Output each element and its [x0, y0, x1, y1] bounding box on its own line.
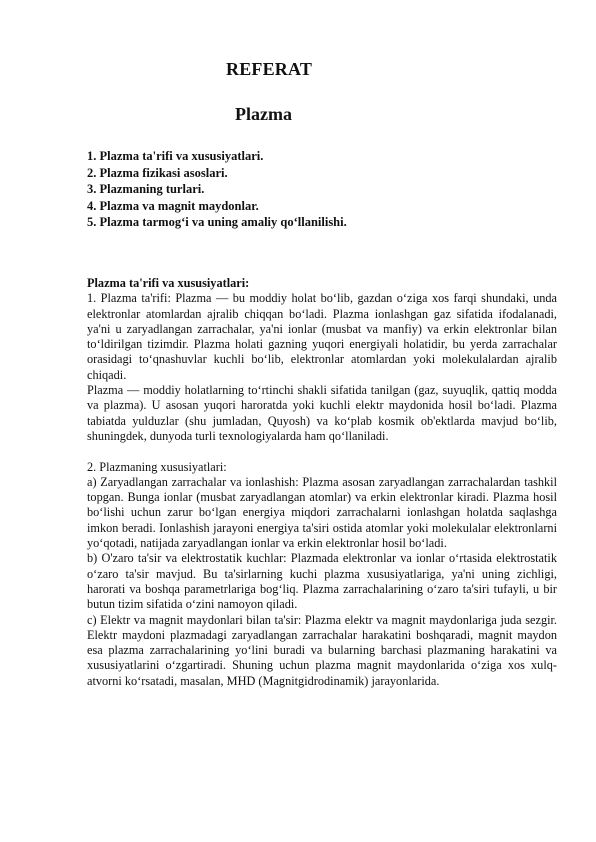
toc-item: 1. Plazma ta'rifi va xususiyatlari. — [87, 149, 264, 163]
paragraph: b) O'zaro ta'sir va elektrostatik kuchlar: Plazmada elektronlar va ionlar o‘rtasida elektrostatik o‘zaro ta'sir mavjud. Bu ta'sirlarning kuchi plazma xususiyatlariga, ya'ni uning zichligi, harorati va boshqa parametrlariga bog‘liq. Plazma zarrachalarining o‘zaro ta'siri tufayli, u bir butun tizim sifatida o‘zini namoyon qiladi. — [87, 551, 557, 612]
paragraph: Plazma — moddiy holatlarning to‘rtinchi shakli sifatida tanilgan (gaz, suyuqlik, qattiq modda va plazma). U asosan yuqori haroratda yoki kuchli elektr maydonida hosil bo‘ladi. Plazma tabiatda yulduzlar (shu jumladan, Quyosh) va ko‘plab kosmik ob'ektlarda mavjud bo‘lib, shuningdek, dunyoda turli texnologiyalarda ham qo‘llaniladi. — [87, 383, 557, 443]
paragraph-spacer — [87, 444, 557, 459]
document-body — [87, 276, 557, 689]
document-title: REFERAT — [226, 59, 313, 79]
section-heading: Plazma ta'rifi va xususiyatlari: — [87, 276, 250, 290]
toc-item: 2. Plazma fizikasi asoslari. — [87, 165, 228, 180]
paragraph: a) Zaryadlangan zarrachalar va ionlashish: Plazma asosan zaryadlangan zarrachalardan tashkil topgan. Bunga ionlar (musbat zaryadlangan atomlar) va erkin elektronlar kiradi. Plazma hosil bo‘lishi uchun zarur bo‘lgan energiya miqdori zarrachalarni ionlashgan holatda saqlashga imkon beradi. Ionlashish jarayoni energiya ta'siri ostida atomlar yoki molekulalar elektronlarni yo‘qotadi, natijada zaryadlangan ionlar va erkin elektronlar hosil bo‘ladi. — [87, 474, 557, 551]
paragraph: 1. Plazma ta'rifi: Plazma — bu moddiy holat bo‘lib, gazdan o‘ziga xos farqi shundaki, unda elektronlar atomlardan ajralib chiqqan bo‘ladi. Plazma ionlashgan gaz sifatida ifodalanadi, ya'ni u zaryadlangan zarrachalar, ya'ni ionlar (musbat va manfiy) va erkin elektronlar bilan to‘ldirilgan tizimdir. Plazma holati gazning yuqori energiyali holatidir, bu yerda zarrachalar orasidagi to‘qnashuvlar kuchli bo‘lib, elektronlar atomlardan yoki molekulalardan ajralib chiqadi. — [87, 291, 557, 382]
table-of-contents — [87, 148, 567, 231]
toc-item: 5. Plazma tarmog‘i va uning amaliy qo‘llanilishi. — [87, 215, 347, 229]
section-heading: 2. Plazmaning xususiyatlari: — [87, 459, 227, 474]
toc-item: 3. Plazmaning turlari. — [87, 182, 205, 196]
toc-item: 4. Plazma va magnit maydonlar. — [87, 198, 259, 213]
paragraph: c) Elektr va magnit maydonlari bilan ta'sir: Plazma elektr va magnit maydonlariga juda sezgir. Elektr maydoni plazmadagi zaryadlangan zarrachalar harakatini boshqaradi, magnit maydon esa plazma zarrachalarining yo‘lini buradi va bularning barchasi plazmaning harakatini va xususiyatlarini o‘zgartiradi. Shuning uchun plazma magnit maydonlarida o‘ziga xos xulq-atvorni ko‘rsatadi, masalan, MHD (Magnitgidrodinamik) jarayonlarida. — [87, 612, 557, 688]
document-subtitle: Plazma — [235, 104, 292, 124]
